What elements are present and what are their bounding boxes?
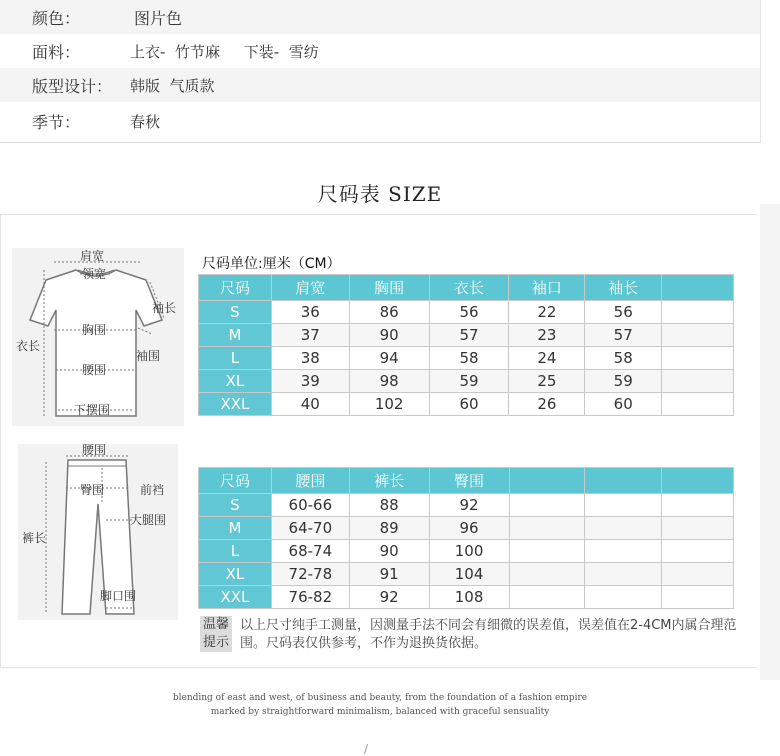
attr-label: 颜色： (32, 8, 81, 28)
footer-line-2: marked by straightforward minimalism, balanced with graceful sensuality (210, 707, 550, 717)
attr-row-color (0, 0, 760, 34)
label-hip: 臀围 (80, 483, 105, 497)
table-header-row (199, 468, 734, 494)
label-pants-waist: 腰围 (82, 444, 107, 457)
side-strip (760, 204, 780, 680)
column-header: 臀围 (429, 468, 509, 494)
column-header: 腰围 (271, 468, 349, 494)
table-row (199, 540, 734, 563)
label-thigh: 大腿围 (130, 513, 167, 527)
attr-row-fabric (0, 34, 760, 68)
value-cell: 39 (271, 370, 349, 393)
attr-value: 图片色 (134, 8, 183, 28)
value-cell (509, 563, 585, 586)
value-cell (662, 301, 734, 324)
pants-diagram (18, 444, 178, 620)
value-cell (509, 494, 585, 517)
value-cell: 60 (585, 393, 662, 416)
value-cell (585, 540, 662, 563)
value-cell: 90 (349, 324, 429, 347)
size-cell: L (199, 347, 272, 370)
table-row (199, 517, 734, 540)
column-header: 袖长 (585, 275, 662, 301)
table-row (199, 301, 734, 324)
value-cell: 102 (349, 393, 429, 416)
attr-value: 韩版 气质款 (130, 76, 215, 95)
value-cell: 64-70 (271, 517, 349, 540)
value-cell: 26 (509, 393, 585, 416)
note-tag (200, 616, 232, 652)
value-cell: 36 (271, 301, 349, 324)
value-cell: 25 (509, 370, 585, 393)
attr-label: 面料： (32, 42, 81, 62)
value-cell: 92 (429, 494, 509, 517)
column-header (509, 468, 585, 494)
value-cell: 23 (509, 324, 585, 347)
size-cell: XXL (199, 586, 272, 609)
table-row (199, 563, 734, 586)
label-waist: 腰围 (82, 363, 107, 377)
size-cell: XL (199, 563, 272, 586)
value-cell: 59 (585, 370, 662, 393)
footer-line-1: blending of east and west, of business and beauty, from the foundation of a fashion empire (172, 693, 588, 703)
shirt-diagram (12, 248, 184, 426)
table-row (199, 370, 734, 393)
column-header: 肩宽 (271, 275, 349, 301)
value-cell (662, 586, 734, 609)
value-cell: 59 (429, 370, 509, 393)
table-row (199, 324, 734, 347)
bottom-size-table (198, 467, 734, 609)
value-cell (585, 494, 662, 517)
value-cell (662, 324, 734, 347)
value-cell (662, 563, 734, 586)
value-cell: 104 (429, 563, 509, 586)
column-header: 裤长 (349, 468, 429, 494)
value-cell (509, 540, 585, 563)
attr-value: 春秋 (130, 112, 161, 131)
table-row (199, 393, 734, 416)
table-row (199, 586, 734, 609)
label-chest: 胸围 (82, 323, 107, 337)
note-tag-text: 温馨提示 (202, 617, 229, 650)
label-front-rise: 前裆 (140, 483, 165, 497)
label-body-length: 衣长 (16, 339, 41, 353)
value-cell (662, 393, 734, 416)
column-header (662, 468, 734, 494)
value-cell: 60-66 (271, 494, 349, 517)
label-cuff: 袖围 (136, 349, 161, 363)
value-cell: 72-78 (271, 563, 349, 586)
value-cell (585, 517, 662, 540)
value-cell: 40 (271, 393, 349, 416)
value-cell: 57 (429, 324, 509, 347)
value-cell: 24 (509, 347, 585, 370)
column-header (662, 275, 734, 301)
value-cell (509, 586, 585, 609)
value-cell: 56 (585, 301, 662, 324)
column-header: 胸围 (349, 275, 429, 301)
value-cell: 92 (349, 586, 429, 609)
column-header: 衣长 (429, 275, 509, 301)
value-cell: 37 (271, 324, 349, 347)
value-cell (585, 563, 662, 586)
table-row (199, 347, 734, 370)
label-leg-opening: 脚口围 (100, 589, 137, 603)
value-cell (662, 347, 734, 370)
value-cell: 91 (349, 563, 429, 586)
size-cell: XXL (199, 393, 272, 416)
value-cell: 96 (429, 517, 509, 540)
value-cell: 22 (509, 301, 585, 324)
value-cell: 98 (349, 370, 429, 393)
value-cell (662, 370, 734, 393)
column-header (585, 468, 662, 494)
size-cell: M (199, 324, 272, 347)
size-cell: S (199, 301, 272, 324)
value-cell (585, 586, 662, 609)
size-cell: S (199, 494, 272, 517)
size-chart-title: 尺码表 SIZE (317, 182, 443, 206)
value-cell: 60 (429, 393, 509, 416)
value-cell: 38 (271, 347, 349, 370)
table-header-row (199, 275, 734, 301)
value-cell (662, 517, 734, 540)
attr-row-season (0, 104, 760, 138)
value-cell: 94 (349, 347, 429, 370)
value-cell: 90 (349, 540, 429, 563)
label-hem: 下摆围 (74, 403, 111, 417)
label-sleeve-length: 袖长 (152, 301, 177, 315)
unit-label: 尺码单位:厘米（CM） (202, 256, 341, 272)
table-row (199, 494, 734, 517)
value-cell: 86 (349, 301, 429, 324)
label-shoulder: 肩宽 (80, 249, 105, 263)
size-cell: L (199, 540, 272, 563)
value-cell: 68-74 (271, 540, 349, 563)
value-cell: 57 (585, 324, 662, 347)
label-collar: 领宽 (82, 267, 107, 281)
attr-value: 上衣- 竹节麻 下装- 雪纺 (130, 42, 319, 61)
value-cell (662, 540, 734, 563)
attr-row-fit (0, 68, 760, 102)
value-cell: 100 (429, 540, 509, 563)
attr-label: 季节： (32, 112, 81, 132)
column-header: 袖口 (509, 275, 585, 301)
value-cell: 58 (585, 347, 662, 370)
value-cell: 58 (429, 347, 509, 370)
value-cell: 88 (349, 494, 429, 517)
value-cell (509, 517, 585, 540)
decorative-mark: / (364, 742, 369, 756)
value-cell: 89 (349, 517, 429, 540)
size-cell: M (199, 517, 272, 540)
value-cell: 108 (429, 586, 509, 609)
value-cell (662, 494, 734, 517)
attr-label: 版型设计： (32, 76, 113, 96)
label-pants-length: 裤长 (22, 531, 47, 545)
column-header: 尺码 (199, 275, 272, 301)
size-cell: XL (199, 370, 272, 393)
value-cell: 56 (429, 301, 509, 324)
value-cell: 76-82 (271, 586, 349, 609)
column-header: 尺码 (199, 468, 272, 494)
top-size-table (198, 274, 734, 416)
note-text: 以上尺寸纯手工测量，因测量手法不同会有细微的误差值，误差值在2-4CM内属合理范围。尺码表仅供参考，不作为退换货依据。 (240, 618, 737, 651)
